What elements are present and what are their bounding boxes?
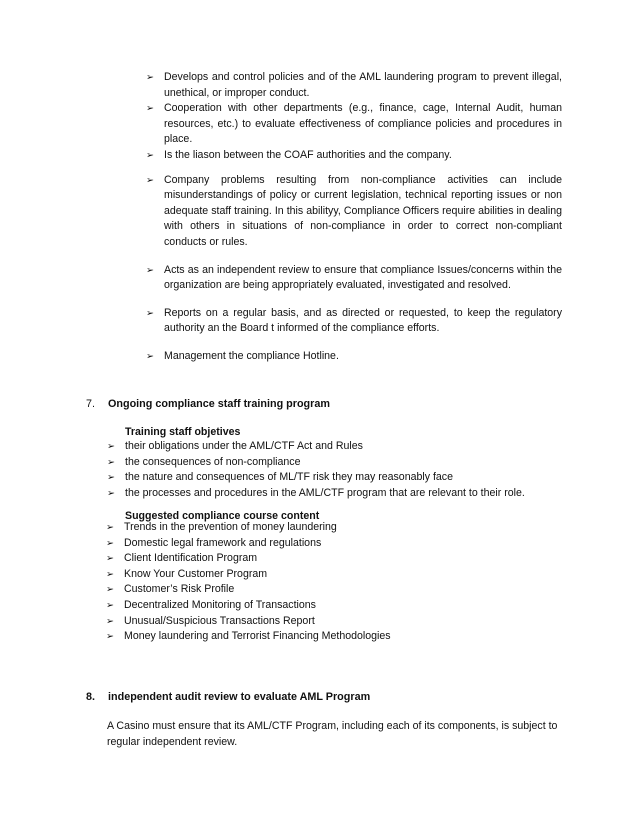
course-content-list	[106, 520, 391, 645]
arrow-bullet-icon: ➢	[146, 350, 154, 362]
arrow-bullet-icon: ➢	[146, 307, 154, 319]
list-item	[106, 536, 391, 552]
arrow-bullet-icon: ➢	[146, 264, 154, 276]
list-item	[106, 567, 391, 583]
section-title: independent audit review to evaluate AML Program	[108, 691, 371, 703]
list-item-text: Acts as an independent review to ensure that compliance Issues/concerns within the organization are being appropriately evaluated, investigated and resolved.	[164, 263, 562, 292]
list-item	[106, 614, 391, 630]
list-item	[106, 629, 391, 645]
section-8-heading	[86, 690, 370, 705]
arrow-bullet-icon: ➢	[106, 615, 114, 627]
list-item	[106, 598, 391, 614]
section-8-paragraph: A Casino must ensure that its AML/CTF Program, including each of its components, is subject to regular independent review.	[107, 720, 558, 748]
arrow-bullet-icon: ➢	[106, 537, 114, 549]
list-item	[106, 551, 391, 567]
list-item-text: Cooperation with other departments (e.g., finance, cage, Internal Audit, human resources, etc.) to evaluate effectiveness of compliance policies and procedures in place.	[164, 102, 562, 146]
list-item-text: Money laundering and Terrorist Financing Methodologies	[124, 630, 391, 643]
list-item-text: Unusual/Suspicious Transactions Report	[124, 614, 315, 627]
list-item-text: Develops and control policies and of the AML laundering program to prevent illegal, unethical, or improper conduct.	[164, 71, 562, 99]
list-item	[107, 455, 525, 471]
list-item-text: the nature and consequences of ML/TF risk they may reasonably face	[125, 471, 453, 484]
arrow-bullet-icon: ➢	[106, 553, 114, 565]
section-number: 8.	[86, 691, 96, 703]
list-item-text: Management the compliance Hotline.	[164, 349, 339, 362]
arrow-bullet-icon: ➢	[107, 456, 115, 468]
arrow-bullet-icon: ➢	[146, 174, 154, 186]
list-item	[146, 173, 562, 251]
list-item	[106, 520, 391, 536]
list-item-text: the consequences of non-compliance	[125, 455, 301, 468]
list-item-text: their obligations under the AML/CTF Act and Rules	[125, 440, 363, 452]
arrow-bullet-icon: ➢	[107, 487, 115, 499]
list-item	[146, 306, 562, 337]
section-7-heading	[86, 397, 330, 412]
list-item	[146, 263, 562, 294]
list-item	[106, 582, 391, 598]
arrow-bullet-icon: ➢	[106, 584, 114, 596]
list-item-text: Is the liason between the COAF authorities and the company.	[164, 148, 452, 161]
list-item-text: Customer’s Risk Profile	[124, 583, 235, 596]
arrow-bullet-icon: ➢	[106, 568, 114, 580]
list-item	[107, 486, 525, 502]
list-item	[146, 148, 562, 164]
list-item-text: Client Identification Program	[124, 552, 258, 565]
arrow-bullet-icon: ➢	[107, 441, 115, 452]
arrow-bullet-icon: ➢	[106, 631, 114, 643]
arrow-bullet-icon: ➢	[107, 472, 115, 484]
arrow-bullet-icon: ➢	[146, 72, 154, 83]
training-objectives-list	[107, 439, 525, 501]
list-item-text: Decentralized Monitoring of Transactions	[124, 598, 316, 611]
arrow-bullet-icon: ➢	[106, 599, 114, 611]
compliance-officer-duties-list	[146, 70, 562, 365]
list-item	[146, 349, 562, 365]
list-item-text: Know Your Customer Program	[124, 567, 268, 580]
section-title: Ongoing compliance staff training program	[108, 398, 330, 410]
course-content-heading: Suggested compliance course content	[125, 510, 320, 522]
list-item-text: the processes and procedures in the AML/CTF program that are relevant to their role.	[125, 486, 525, 499]
list-item	[107, 439, 525, 455]
list-item-text: Company problems resulting from non-compliance activities can include misunderstandings of policy or current legislation, technical reporting issues or non adequate staff training. In this abilityy, Compliance Officers require abilities in dealing with others in situations of non-compliance in order to correct non-compliant conducts or rules.	[164, 173, 562, 248]
list-item	[146, 70, 562, 101]
list-item-text: Reports on a regular basis, and as directed or requested, to keep the regulatory authority an the Board t informed of the compliance efforts.	[164, 306, 562, 335]
list-item	[107, 470, 525, 486]
list-item	[146, 101, 562, 148]
section-number: 7.	[86, 398, 96, 410]
training-objectives-heading: Training staff objetives	[125, 426, 241, 438]
arrow-bullet-icon: ➢	[146, 103, 154, 115]
arrow-bullet-icon: ➢	[106, 522, 114, 533]
arrow-bullet-icon: ➢	[146, 149, 154, 161]
list-item-text: Domestic legal framework and regulations	[124, 536, 322, 549]
list-item-text: Trends in the prevention of money laundering	[124, 521, 337, 533]
